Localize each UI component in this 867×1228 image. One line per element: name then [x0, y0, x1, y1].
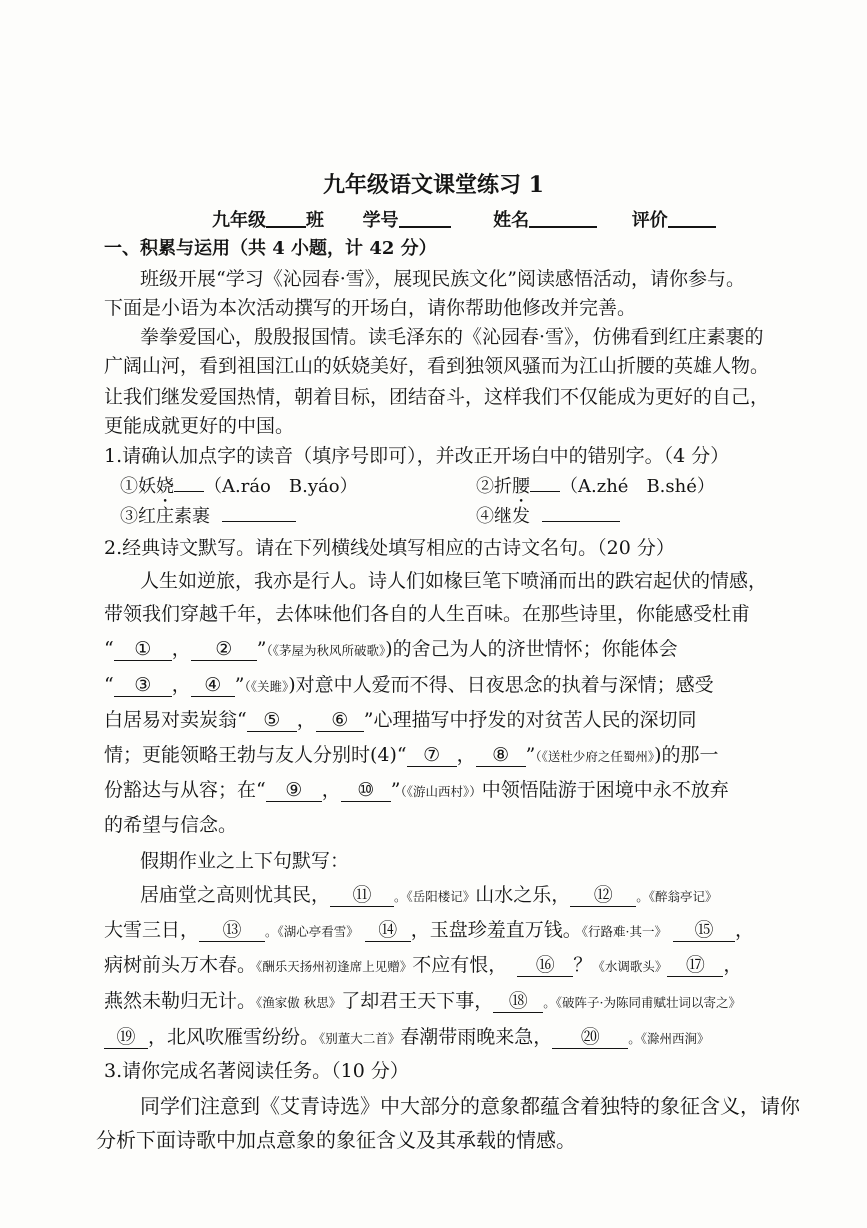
source-note: （《游山西村》）: [400, 784, 482, 799]
source-note: 《别董大二首》: [319, 1031, 401, 1046]
question-3-stem: 3.请你完成名著阅读任务。（10 分）: [104, 1060, 409, 1082]
q2-text: 白居易对卖炭翁: [104, 709, 238, 731]
recite-text: 了却君王天下事，: [341, 990, 494, 1012]
recite-text: 春潮带雨晚来急，: [400, 1026, 553, 1048]
source-note: 。《滁州西涧》: [628, 1031, 710, 1046]
student-no-blank[interactable]: [399, 208, 451, 228]
q1-d-blank[interactable]: [542, 521, 620, 522]
blank-15[interactable]: ⑮: [673, 919, 735, 942]
intro-line-1: 班级开展“学习《沁园春·雪》，展现民族文化”阅读感悟活动，请你参与。: [140, 268, 745, 290]
class-blank[interactable]: [266, 208, 306, 228]
blank-5[interactable]: ⑤: [247, 709, 297, 732]
source-note: 。《破阵子·为陈同甫赋壮词以寄之》: [543, 995, 741, 1010]
q2-text-line: 带领我们穿越千年，去体味他们各自的人生百味。在那些诗里，你能感受杜甫: [104, 603, 751, 625]
source-note: 。《岳阳楼记》: [394, 889, 476, 904]
source-note: （《送杜少府之任蜀州》: [535, 749, 655, 764]
blank-10[interactable]: ⑩: [341, 779, 391, 802]
blank-19[interactable]: ⑲: [104, 1026, 148, 1049]
q1-d-label: ④继发: [476, 506, 530, 527]
q2-text: 心理描写中抒发的对贫苦人民的深切同: [373, 709, 697, 731]
rating-blank[interactable]: [668, 208, 716, 228]
recite-line: 病树前头万木春。《酬乐天扬州初逢席上见赠》不应有恨， ⑯ ？《水调歌头》 ⑰ ，: [104, 954, 743, 976]
source-note: 《水调歌头》: [592, 959, 668, 974]
q2-fill-line: 情；更能领略王勃与友人分别时(4)“ ⑦ ， ⑧ ”（《送杜少府之任蜀州》)的那一: [104, 744, 719, 766]
q3-text-line: 分析下面诗歌中加点意象的象征含义及其承载的情感。: [96, 1128, 576, 1152]
question-2-stem: 2.经典诗文默写。请在下列横线处填写相应的古诗文名句。（20 分）: [104, 537, 675, 559]
blank-1[interactable]: ①: [114, 638, 172, 661]
q1-b-options: （A.zhé B.shé）: [560, 476, 715, 497]
blank-2[interactable]: ②: [191, 638, 257, 661]
recite-line: 大雪三日， ⑬ 。《湖心亭看雪》 ⑭ ，玉盘珍羞直万钱。《行路难·其一》 ⑮ ，: [104, 919, 755, 941]
q1-b-blank[interactable]: [530, 491, 560, 492]
blank-16[interactable]: ⑯: [517, 954, 573, 977]
recite-text: 燕然未勒归无计。: [104, 990, 257, 1012]
blank-13[interactable]: ⑬: [199, 919, 265, 942]
name-label: 姓名: [493, 210, 530, 231]
holiday-heading: 假期作业之上下句默写：: [140, 850, 350, 872]
source-note: （《茅屋为秋风所破歌》: [266, 643, 386, 658]
recite-line: [104, 988, 867, 1016]
q2-text-line: 的希望与信念。: [104, 814, 238, 836]
q1-item-a: [120, 474, 358, 507]
q1-c-label: ③红庄素裹: [120, 506, 210, 527]
q1-a-options: （A.ráo B.yáo）: [204, 476, 358, 497]
q1-a-label: ①妖: [120, 476, 156, 497]
passage-line: 拳拳爱国心，殷殷报国情。读毛泽东的《沁园春·雪》，仿佛看到红庄素裹的: [140, 326, 764, 348]
q1-item-c: [120, 504, 296, 530]
intro-line-2: 下面是小语为本次活动撰写的开场白，请你帮助他修改并完善。: [104, 297, 637, 319]
source-note: 《行路难·其一》: [581, 924, 668, 939]
q1-b-dotted-char: 腰: [512, 476, 530, 497]
section-heading: 一、积累与运用（共 4 小题，计 42 分）: [104, 238, 437, 259]
passage-line: 更能成就更好的中国。: [104, 415, 295, 437]
q1-c-blank[interactable]: [222, 521, 296, 522]
passage-line: 广阔山河，看到祖国江山的妖娆美好，看到独领风骚而为江山折腰的英雄人物。: [104, 355, 770, 377]
q2-text-line: 人生如逆旅，我亦是行人。诗人们如椽巨笔下喷涌而出的跌宕起伏的情感，: [140, 570, 768, 592]
q2-text: 中领悟陆游于困境中永不放弃: [481, 779, 729, 801]
q2-fill-line: 份豁达与从容；在“ ⑨ ， ⑩ ”（《游山西村》）中领悟陆游于困境中永不放弃: [104, 779, 729, 801]
recite-text: 病树前头万木春。: [104, 954, 257, 976]
q2-text: 份豁达与从容；在: [104, 779, 257, 801]
source-note: （《关雎》: [244, 679, 289, 694]
blank-12[interactable]: ⑫: [570, 884, 636, 907]
blank-14[interactable]: ⑭: [365, 919, 411, 942]
passage-line: 让我们继发爱国热情，朝着目标，团结奋斗，这样我们不仅能成为更好的自己，: [104, 386, 770, 408]
q2-fill-line: “ ③ ， ④ ”（《关雎》)对意中人爱而不得、日夜思念的执着与深情；感受: [104, 674, 714, 696]
blank-3[interactable]: ③: [114, 674, 172, 697]
q1-b-label: ②折: [476, 476, 512, 497]
q2-text: )对意中人爱而不得、日夜思念的执着与深情；感受: [288, 674, 714, 696]
recite-text: 居庙堂之高则忧其民，: [140, 884, 331, 906]
blank-6[interactable]: ⑥: [316, 709, 364, 732]
question-1-stem: 1.请确认加点字的读音（填序号即可），并改正开场白中的错别字。（4 分）: [104, 445, 730, 467]
blank-20[interactable]: ⑳: [552, 1026, 628, 1049]
grade-label: 九年级: [212, 210, 266, 231]
blank-8[interactable]: ⑧: [476, 744, 526, 767]
recite-text: 大雪三日，: [104, 919, 200, 941]
blank-7[interactable]: ⑦: [407, 744, 457, 767]
q1-item-b: [476, 474, 715, 507]
blank-4[interactable]: ④: [191, 674, 235, 697]
q3-text-line: 同学们注意到《艾青诗选》中大部分的意象都蕴含着独特的象征含义，请你: [140, 1094, 800, 1118]
recite-text: 山水之乐，: [475, 884, 571, 906]
class-label: 班: [306, 210, 324, 231]
recite-text: ，玉盘珍羞直万钱。: [410, 919, 582, 941]
page-title: 九年级语文课堂练习 1: [323, 172, 544, 198]
recite-text: ？: [573, 954, 593, 976]
q1-item-d: [476, 504, 620, 530]
blank-17[interactable]: ⑰: [667, 954, 723, 977]
recite-line: [104, 1024, 867, 1052]
blank-9[interactable]: ⑨: [266, 779, 322, 802]
q2-text: )的那一: [654, 744, 719, 766]
recite-text: ，北风吹雁雪纷纷。: [148, 1026, 320, 1048]
student-info-row: [212, 208, 867, 234]
q2-text: 情；更能领略王勃与友人分别时(4): [104, 744, 397, 766]
q2-text: )的舍己为人的济世情怀；你能体会: [385, 638, 678, 660]
blank-18[interactable]: ⑱: [493, 990, 543, 1013]
source-note: 《渔家傲 秋思》: [256, 995, 342, 1010]
recite-line: [140, 882, 867, 910]
blank-11[interactable]: ⑪: [330, 884, 394, 907]
source-note: 。《醉翁亭记》: [636, 889, 718, 904]
rating-label: 评价: [631, 210, 668, 231]
student-no-label: 学号: [362, 210, 399, 231]
q2-fill-line: 白居易对卖炭翁“ ⑤ ， ⑥ ”心理描写中抒发的对贫苦人民的深切同: [104, 709, 697, 731]
q2-fill-line: “ ① ， ② ”（《茅屋为秋风所破歌》)的舍己为人的济世情怀；你能体会: [104, 638, 678, 660]
q1-a-blank[interactable]: [174, 491, 204, 492]
source-note: 《酬乐天扬州初逢席上见赠》: [256, 959, 413, 974]
recite-text: 不应有恨，: [412, 954, 508, 976]
source-note: 。《湖心亭看雪》: [265, 924, 359, 939]
q1-a-dotted-char: 娆: [156, 476, 174, 497]
name-blank[interactable]: [529, 208, 597, 228]
